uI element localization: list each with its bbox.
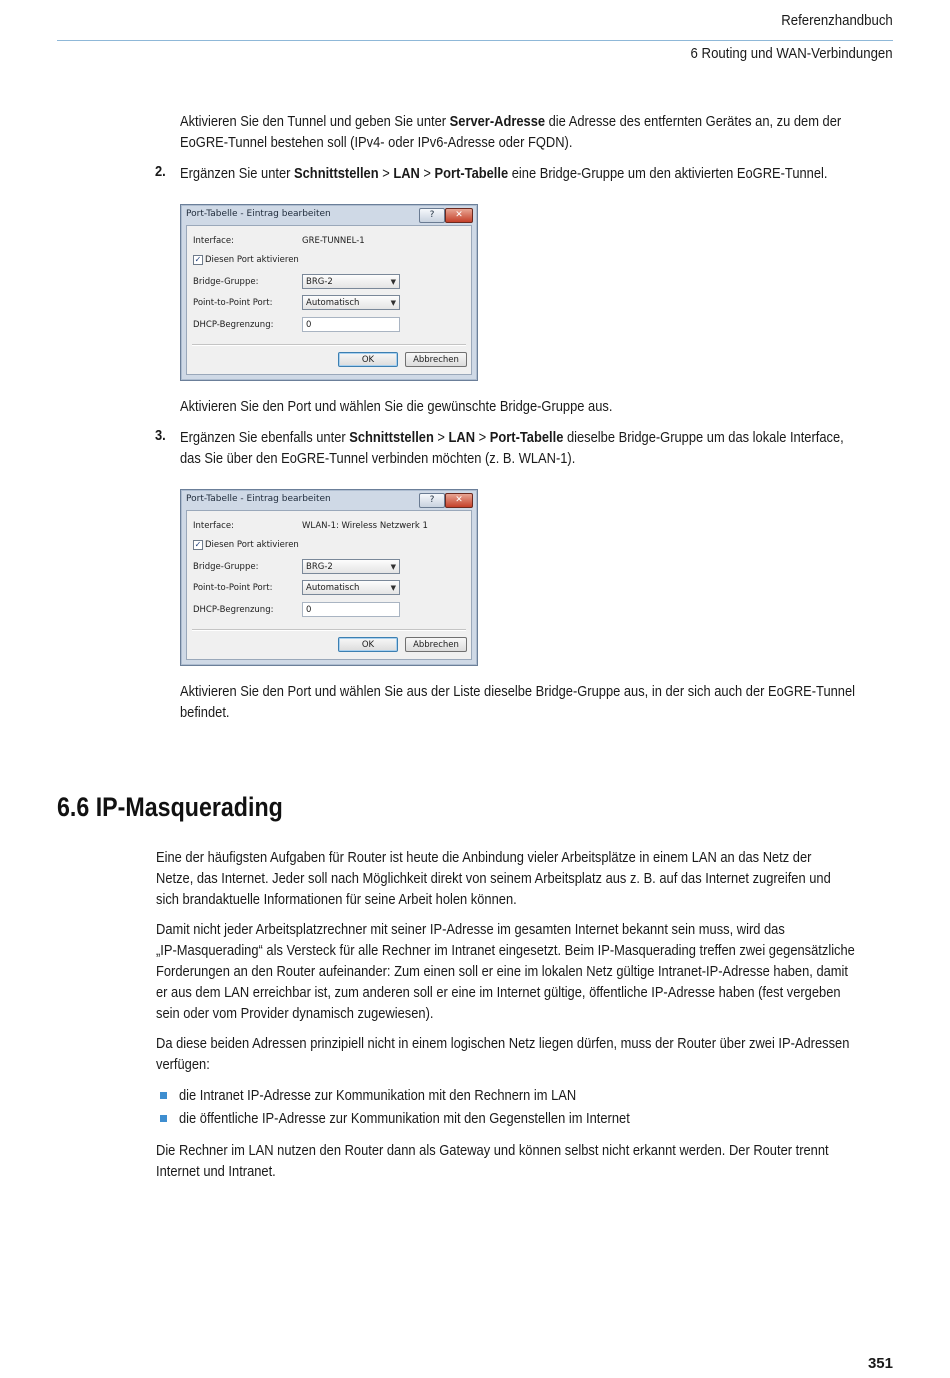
ok-button[interactable]: OK	[338, 352, 398, 367]
p2p-port-select[interactable]	[302, 295, 400, 310]
enable-port-checkbox[interactable]: ✓	[194, 255, 202, 264]
interface-value: GRE-TUNNEL-1	[302, 236, 365, 246]
step3-post: dieselbe Bridge-Gruppe um das lokale Interface,	[563, 429, 844, 446]
bridge-group-label: Bridge-Gruppe:	[193, 562, 259, 572]
dialog-separator	[192, 629, 466, 631]
close-button[interactable]: ✕	[445, 208, 473, 223]
step2-pre: Ergänzen Sie unter	[180, 165, 295, 182]
dropdown-arrow-icon: ▼	[390, 584, 396, 592]
dialog-body	[186, 225, 472, 375]
dhcp-limit-label: DHCP-Begrenzung:	[193, 320, 274, 330]
after-dialog2-line-1: Aktivieren Sie den Port und wählen Sie aus der Liste dieselbe Bridge-Gruppe aus, in der sich auch der EoGRE-Tunnel	[180, 683, 856, 700]
help-button[interactable]: ?	[419, 493, 445, 508]
ok-button[interactable]: OK	[338, 637, 398, 652]
dhcp-limit-label: DHCP-Begrenzung:	[193, 605, 274, 615]
bridge-group-label: Bridge-Gruppe:	[193, 277, 259, 287]
dialog-separator	[192, 344, 466, 346]
enable-port-label: Diesen Port aktivieren	[205, 540, 299, 550]
page-number: 351	[867, 1355, 893, 1372]
p2p-port-label: Point-to-Point Port:	[193, 583, 273, 593]
after-dialog2-line-2: befindet.	[180, 704, 230, 721]
intro-paragraph	[180, 111, 894, 153]
running-header-chapter: 6 Routing und WAN-Verbindungen	[690, 45, 893, 62]
paragraph-line: Damit nicht jeder Arbeitsplatzrechner mit seiner IP-Adresse im gesamten Internet bekannt sein muss, wird das	[156, 921, 785, 938]
intro-line-1	[180, 111, 894, 132]
menu-path-port-tabelle: Port-Tabelle	[434, 165, 509, 182]
step2-post: eine Bridge-Gruppe um den aktivierten EoGRE-Tunnel.	[508, 165, 828, 182]
menu-path-lan: LAN	[393, 165, 420, 182]
step3-text	[180, 427, 894, 469]
close-button[interactable]: ✕	[445, 493, 473, 508]
bridge-group-select[interactable]	[302, 559, 400, 574]
enable-port-label: Diesen Port aktivieren	[205, 255, 299, 265]
after-dialog1-text: Aktivieren Sie den Port und wählen Sie die gewünschte Bridge-Gruppe aus.	[180, 398, 613, 415]
port-table-dialog-2	[180, 489, 478, 666]
step3-line-2: das Sie über den EoGRE-Tunnel verbinden möchten (z. B. WLAN-1).	[180, 450, 576, 467]
step3-pre: Ergänzen Sie ebenfalls unter	[180, 429, 350, 446]
p2p-port-value: Automatisch	[306, 298, 360, 308]
intro-text: Aktivieren Sie den Tunnel und geben Sie unter	[180, 113, 450, 130]
menu-path-port-tabelle: Port-Tabelle	[489, 429, 564, 446]
menu-path-schnittstellen: Schnittstellen	[294, 165, 379, 182]
dropdown-arrow-icon: ▼	[390, 278, 396, 286]
dialog-title: Port-Tabelle - Eintrag bearbeiten	[186, 209, 331, 219]
list-item: die öffentliche IP-Adresse zur Kommunikation mit den Gegenstellen im Internet	[179, 1110, 630, 1127]
interface-label: Interface:	[193, 521, 234, 531]
enable-port-checkbox[interactable]: ✓	[194, 540, 202, 549]
dropdown-arrow-icon: ▼	[390, 563, 396, 571]
list-item: die Intranet IP-Adresse zur Kommunikation mit den Rechnern im LAN	[179, 1087, 577, 1104]
interface-label: Interface:	[193, 236, 234, 246]
p2p-port-select[interactable]	[302, 580, 400, 595]
bullet-square-icon	[160, 1115, 167, 1122]
section-paragraph-1	[156, 847, 831, 910]
help-button[interactable]: ?	[419, 208, 445, 223]
dhcp-limit-input[interactable]: 0	[302, 602, 400, 617]
bridge-group-value: BRG-2	[306, 562, 333, 572]
after-dialog2-text	[180, 681, 855, 723]
step3-line-1	[180, 427, 894, 448]
bullet-square-icon	[160, 1092, 167, 1099]
path-separator: >	[433, 429, 449, 446]
paragraph-line: er aus dem LAN erreichbar ist, zum anderen soll er eine im Internet gültige, öffentliche IP-Adresse haben (fest vergeben	[156, 984, 841, 1001]
cancel-button[interactable]: Abbrechen	[405, 352, 467, 367]
path-separator: >	[419, 165, 435, 182]
section-paragraph-3	[156, 1033, 849, 1075]
paragraph-line: Eine der häufigsten Aufgaben für Router ist heute die Anbindung vieler Arbeitsplätze in einem LAN an das Netz der	[156, 849, 812, 866]
interface-value: WLAN-1: Wireless Netzwerk 1	[302, 521, 428, 531]
dialog-body	[186, 510, 472, 660]
step2-text	[180, 163, 894, 184]
header-rule	[57, 40, 893, 41]
dialog-title: Port-Tabelle - Eintrag bearbeiten	[186, 494, 331, 504]
p2p-port-value: Automatisch	[306, 583, 360, 593]
menu-path-schnittstellen: Schnittstellen	[349, 429, 434, 446]
bridge-group-select[interactable]	[302, 274, 400, 289]
paragraph-line: Internet und Intranet.	[156, 1163, 276, 1180]
paragraph-line: Da diese beiden Adressen prinzipiell nicht in einem logischen Netz liegen dürfen, muss der Router über zwei IP-Adressen	[156, 1035, 850, 1052]
p2p-port-label: Point-to-Point Port:	[193, 298, 273, 308]
path-separator: >	[475, 429, 490, 446]
path-separator: >	[378, 165, 394, 182]
cancel-button[interactable]: Abbrechen	[405, 637, 467, 652]
paragraph-line: Forderungen an den Router aufeinander: Zum einen soll er eine im lokalen Netz gültige Intranet-IP-Adresse haben, damit	[156, 963, 848, 980]
step-number: 2.	[155, 163, 166, 180]
port-table-dialog-1	[180, 204, 478, 381]
menu-path-lan: LAN	[448, 429, 476, 446]
section-heading: 6.6 IP-Masquerading	[57, 792, 283, 822]
paragraph-line: „IP-Masquerading“ als Versteck für alle Rechner im Intranet eingesetzt. Beim IP-Masquerading treffen zwei gegensätzliche	[156, 942, 855, 959]
paragraph-line: Die Rechner im LAN nutzen den Router dann als Gateway und können selbst nicht erkannt werden. Der Router trennt	[156, 1142, 829, 1159]
step-number: 3.	[155, 427, 166, 444]
dhcp-limit-input[interactable]: 0	[302, 317, 400, 332]
bridge-group-value: BRG-2	[306, 277, 333, 287]
section-paragraph-2	[156, 919, 855, 1024]
intro-bold-server-adresse: Server-Adresse	[449, 113, 546, 130]
intro-line-2: EoGRE-Tunnel bestehen soll (IPv4- oder IPv6-Adresse oder FQDN).	[180, 134, 573, 151]
paragraph-line: verfügen:	[156, 1056, 210, 1073]
running-header-title: Referenzhandbuch	[781, 12, 893, 29]
dropdown-arrow-icon: ▼	[390, 299, 396, 307]
paragraph-line: sein oder vom Provider dynamisch zugewiesen).	[156, 1005, 434, 1022]
paragraph-line: sich brandaktuelle Informationen für seine Arbeit holen können.	[156, 891, 517, 908]
paragraph-line: Netze, das Internet. Jeder soll nach Möglichkeit direkt von seinem Arbeitsplatz aus z. B. auf das Internet zugreifen und	[156, 870, 831, 887]
intro-text: die Adresse des entfernten Gerätes an, zu dem der	[545, 113, 842, 130]
section-paragraph-4	[156, 1140, 829, 1182]
